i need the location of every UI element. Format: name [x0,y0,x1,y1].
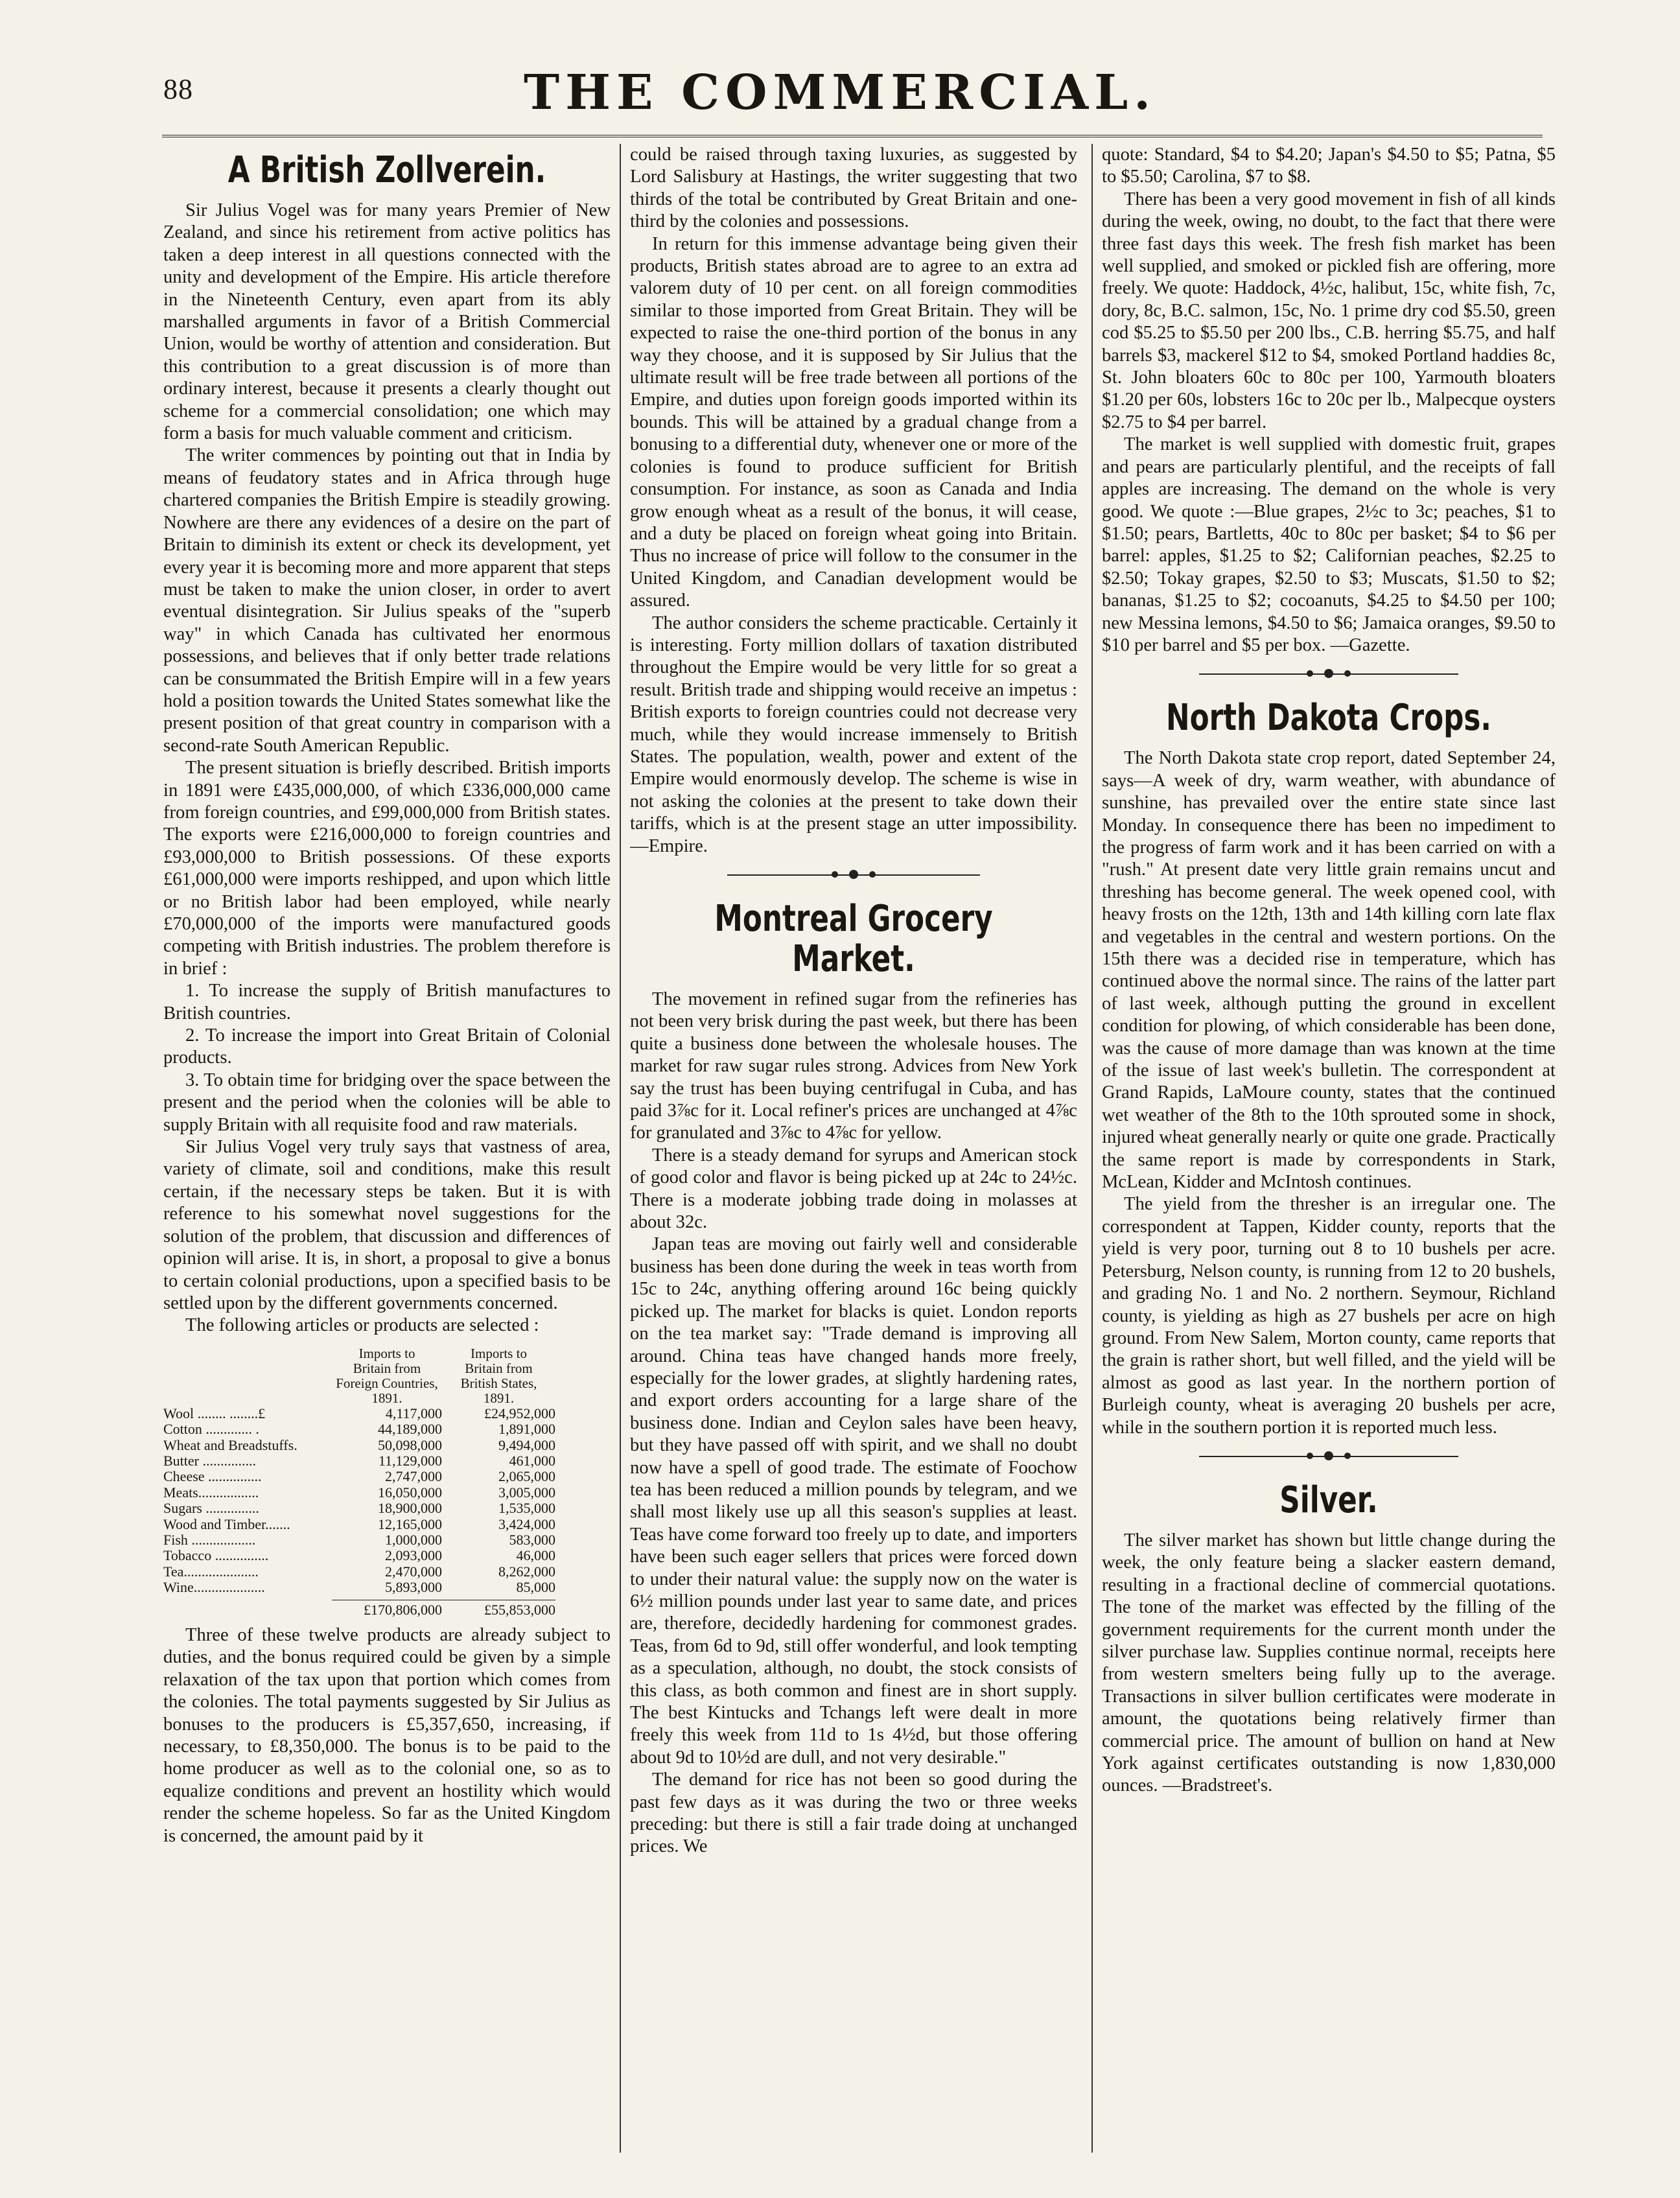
foreign-value: 5,893,000 [385,1579,442,1596]
british-value: 46,000 [516,1547,555,1564]
article-title-zollverein: A British Zollverein. [228,149,546,191]
paragraph: There is a steady demand for syrups and American stock of good color and flavor is being picked up at 24c to 24½c. There is a moderate jobbing trade doing in molasses at about 32c. [630,1145,1077,1233]
imports-table [163,1346,611,1618]
table-body [163,1406,611,1596]
british-value: 1,535,000 [498,1500,555,1517]
british-value: 3,424,000 [498,1515,555,1532]
foreign-value: 18,900,000 [378,1500,442,1517]
masthead: THE COMMERCIAL. [524,65,1156,121]
section-separator [1102,1439,1556,1474]
foreign-value: 44,189,000 [378,1421,442,1438]
foreign-value: 1,000,000 [385,1531,442,1548]
british-value: 1,891,000 [498,1421,555,1438]
page-number: 88 [163,73,193,105]
british-value: 2,065,000 [498,1468,555,1485]
header-rule [162,135,1543,137]
paragraph: There has been a very good movement in fish of all kinds during the week, owing, no doubt, to the fact that there were three fast days this week. The fresh fish market has been well supplied, and smoked or pickled fish are offering, more freely. We quote: Haddock, 4½c, halibut, 15c, white fish, 7c, dory, 8c, B.C. salmon, 15c, No. 1 prime dry cod $5.50, green cod $5.25 to $5.50 per 200 lbs., C.B. herring $5.75, and half barrels $3, mackerel $12 to $4, smoked Portland haddies 8c, St. John bloaters 60c to 80c per 100, Yarmouth bloaters $1.20 per 60s, lobsters 16c to 20c per lb., Malpecque oysters $2.75 to $4 per barrel. [1102,189,1556,432]
article-title-dakota: North Dakota Crops. [1166,697,1491,740]
british-value: £24,952,000 [484,1405,555,1421]
foreign-value: 11,129,000 [378,1452,442,1469]
paragraph: The North Dakota state crop report, dated September 24, says—A week of dry, warm weather, with abundance of sunshine, has prevailed over the entire state since last Monday. In consequence there has been no impediment to the progress of farm work and it has been carried on with a "rush." At present date very little grain remains uncut and threshing has become general. The week opened cool, with heavy frosts on the 12th, 13th and 14th killing corn late flax and vegetables in the central and western portions. On the 15th there was a decided rise in temperature, which has continued above the normal since. The rains of the latter part of last week, although putting the ground in excellent condition for plowing, of which considerable has been done, was the cause of more damage than was known at the time of the issue of last week's bulletin. The correspondent at Grand Rapids, LaMoure county, states that the continued wet weather of the 8th to the 10th sprouted some in shock, injured wheat generally nearly or quite one grade. Practically the same report is made by correspondents in Stark, McLean, Kidder and McIntosh continues. [1102,748,1556,1193]
product-name: Sugars ............... [163,1501,259,1517]
product-name: Wheat and Breadstuffs. [163,1437,298,1453]
product-name: Butter ............... [163,1453,256,1469]
paragraph: In return for this immense advantage being given their products, British states abroad are to agree to an extra ad valorem duty of 10 per cent. on all foreign commodities similar to those imported from Great Britain. They will be expected to raise the one-third portion of the bonus in any way they choose, and it is supposed by Sir Julius that the ultimate result will be free trade between all portions of the Empire, and duties upon foreign goods imported within its bounds. This will be attained by a gradual change from a bonusing to a differential duty, whenever one or more of the colonies is found to produce sufficient for British consumption. For instance, as soon as Canada and India grow enough wheat as a result of the bonus, it will cease, and a duty be placed on foreign wheat going into Britain. Thus no increase of price will follow to the consumer in the United Kingdom, and Canadian development would be assured. [630,233,1077,611]
british-value: 461,000 [509,1452,555,1469]
paragraph: The silver market has shown but little change during the week, the only feature being a slacker eastern demand, resulting in a fractional decline of commercial quotations. The tone of the market was effected by the filling of the government requirements for the current month under the silver purchase law. Supplies continue normal, receipts here from western smelters being fully up to the average. Transactions in silver bullion certificates were moderate in amount, the quotations being relatively firmer than commercial price. The amount of bullion on hand at New York against certificates outstanding is now 1,830,000 ounces. —Bradstreet's. [1102,1530,1556,1796]
product-name: Fish .................. [163,1532,256,1548]
product-name: Wine.................... [163,1580,265,1596]
paragraph: Sir Julius Vogel very truly says that vastness of area, variety of climate, soil and conditions, make this result certain, if the necessary steps be taken. But it is with reference to his somewhat novel suggestions for the solution of the problem, that discussion and differences of opinion will arise. It is, in short, a proposal to give a bonus to certain colonial productions, upon a specified basis to be settled upon by the different governments concerned. [163,1137,611,1313]
table-row [163,1485,611,1501]
product-name: Cheese ............... [163,1469,262,1485]
product-name: Wool ........ ........£ [163,1405,266,1421]
paragraph: Three of these twelve products are already subject to duties, and the bonus required could be given by a simple relaxation of the tax upon that portion which comes from the colonies. The total payments suggested by Sir Julius as bonuses to the producers is £5,357,650, increasing, if necessary, to £8,350,000. The bonus is to be paid to the home producer as well as to the colonial one, so as to equalize conditions and prevent an hostility which would render the scheme hopeless. So far as the United Kingdom is concerned, the amount paid by it [163,1625,611,1846]
paragraph: The yield from the thresher is an irregular one. The correspondent at Tappen, Kidder county, reports that the yield is very poor, turning out 8 to 10 bushels per acre. Petersburg, Nelson county, is running from 12 to 20 bushels, and grading No. 1 and No. 2 northern. Seymour, Richland county, is yielding as high as 27 bushels per acre on high ground. From New Salem, Morton county, came reports that the grain is rather short, but well filled, and the yield will be almost as good as last year. In the northern portion of Burleigh county, wheat is averaging 20 bushels per acre, while in the southern portion it is reported much less. [1102,1194,1556,1438]
table-row [163,1580,611,1595]
paragraph: could be raised through taxing luxuries, as suggested by Lord Salisbury at Hastings, the writer suggesting that two thirds of the total be contributed by Great Britain and one-third by the colonies and possessions. [630,145,1077,232]
product-name: Tobacco ............... [163,1548,269,1564]
table-row [163,1517,611,1532]
paragraph: Japan teas are moving out fairly well and considerable business has been done during the week in teas worth from 15c to 24c, anything offering around 16c being quickly picked up. The market for blacks is quiet. London reports on the tea market say: "Trade demand is improving all around. China teas have changed hands more freely, especially for the lower grades, at slightly hardening rates, and export orders accounting for a large share of the business done. Indian and Ceylon sales have been heavy, but they have passed off with spirit, and we shall no doubt now have a spell of good trade. The estimate of Foochow tea has been reduced a million pounds by telegram, and we shall most likely use up all this season's supplies at least. Teas have come forward too freely up to date, and importers have been such eager sellers that prices were forced down to under their natural value: the supply now on the water is 6½ million pounds under last year to same date, and prices are, therefore, decidedly hardening for commonest grades. Teas, from 6d to 9d, still offer wonderful, and look tempting as a speculation, although, no doubt, the stock consists of this class, as both common and finest are in short supply. The best Kintucks and Tchangs left were dealt in more freely this week from 11d to 1s 4½d, but those offering about 9d to 10½d are dull, and not very desirable." [630,1234,1077,1768]
article-title-silver: Silver. [1279,1479,1378,1521]
foreign-value: 2,747,000 [385,1468,442,1485]
list-item: 3. To obtain time for bridging over the space between the present and the period when the colonies will be able to supply Britain with all requisite food and raw materials. [163,1070,611,1135]
british-value: 9,494,000 [498,1436,555,1453]
table-row [163,1421,611,1437]
table-row [163,1532,611,1548]
foreign-value: 4,117,000 [385,1405,442,1421]
british-value: 3,005,000 [498,1484,555,1501]
paragraph: The movement in refined sugar from the refineries has not been very brisk during the past week, but there has been quite a business done between the wholesale houses. The market for raw sugar rules strong. Advices from New York say the trust has been buying centrifugal in Cuba, and has paid 3⅞c for it. Local refiner's prices are unchanged at 4⅞c for granulated and 3⅞c to 4⅞c for yellow. [630,989,1077,1143]
header-british: Imports to Britain from British States, 1891. [460,1345,537,1406]
table-row [163,1564,611,1580]
paragraph: The demand for rice has not been so good during the past few days as it was during the two or three weeks preceding: but there is still a fair trade doing at unchanged prices. We [630,1770,1077,1857]
list-item: 2. To increase the import into Great Britain of Colonial products. [163,1025,611,1068]
product-name: Tea..................... [163,1563,259,1580]
column-rule [1091,144,1093,2153]
table-row [163,1469,611,1484]
product-name: Wood and Timber....... [163,1516,290,1532]
foreign-value: 2,470,000 [385,1563,442,1580]
foreign-value: 12,165,000 [378,1515,442,1532]
column-rule [620,144,621,2153]
column-3 [1102,144,1556,2159]
paragraph: The author considers the scheme practicable. Certainly it is interesting. Forty million dollars of taxation distributed throughout the Empire would be very little for so great a result. British trade and shipping would receive an impetus : British exports to foreign countries could not decrease very much, while they would increase immensely to British States. The population, wealth, power and extent of the Empire would enormously develop. The scheme is wise in not asking the colonies at the present to take down their tariffs, which is at the present stage an utter impossibility. —Empire. [630,613,1077,856]
table-row [163,1438,611,1453]
table-row [163,1453,611,1469]
paragraph: quote: Standard, $4 to $4.20; Japan's $4.50 to $5; Patna, $5 to $5.50; Carolina, $7 to $8. [1102,145,1556,187]
table-row [163,1548,611,1563]
section-separator [1102,657,1556,692]
paragraph: The market is well supplied with domestic fruit, grapes and pears are particularly plentiful, and the receipts of fall apples are increasing. The demand on the whole is very good. We quote :—Blue grapes, 2½c to 3c; peaches, $1 to $1.50; pears, Bartletts, 40c to 80c per basket; $4 to $6 per barrel: apples, $1.25 to $2; Californian peaches, $2.25 to $2.50; Tokay grapes, $2.50 to $3; Muscats, $1.50 to $2; bananas, $1.25 to $2; cocoanuts, $4.25 to $4.50 per 100; new Messina lemons, $4.50 to $6; Jamaica oranges, $9.50 to $10 per barrel and $5 per box. —Gazette. [1102,434,1556,655]
table-header [163,1346,611,1406]
section-separator [630,858,1077,893]
product-name: Meats................. [163,1484,259,1501]
foreign-value: 2,093,000 [385,1547,442,1564]
paragraph: The present situation is briefly described. British imports in 1891 were £435,000,000, of which £336,000,000 came from foreign countries, and £99,000,000 from British states. The exports were £216,000,000 to foreign countries and £93,000,000 to British possessions. Of these exports £61,000,000 were imports reshipped, and upon which little or no British labor had been employed, while nearly £70,000,000 of the imports were manufactured goods competing with British industries. The problem therefore is in brief : [163,758,611,979]
product-name: Cotton ............. . [163,1421,259,1438]
article-title-grocery: Montreal Grocery Market. [714,898,993,980]
paragraph: Sir Julius Vogel was for many years Premier of New Zealand, and since his retirement from active politics has taken a deep interest in all questions connected with the unity and development of the Empire. His article therefore in the Nineteenth Century, even apart from its ably marshalled arguments in favor of a British Commercial Union, would be worthy of attention and consideration. But this contribution to a great discussion is of more than ordinary interest, because it presents a clearly thought out scheme for a commercial consolidation; one which may form a basis for much valuable comment and criticism. [163,200,611,444]
column-2 [630,144,1077,2159]
column-1 [163,144,611,2159]
total-british: £55,853,000 [442,1600,555,1618]
foreign-value: 50,098,000 [378,1436,442,1453]
table-row [163,1406,611,1421]
header-foreign: Imports to Britain from Foreign Countries, 1891. [336,1345,438,1406]
table-total-row [163,1600,611,1618]
british-value: 583,000 [509,1531,555,1548]
british-value: 85,000 [516,1579,555,1596]
paragraph: The following articles or products are selected : [185,1315,539,1336]
list-item: 1. To increase the supply of British manufactures to British countries. [163,981,611,1023]
british-value: 8,262,000 [498,1563,555,1580]
foreign-value: 16,050,000 [378,1484,442,1501]
paragraph: The writer commences by pointing out that in India by means of feudatory states and in Africa through huge chartered companies the British Empire is steadily growing. Nowhere are there any evidences of a desire on the part of Britain to diminish its extent or check its development, yet every year it is becoming more and more apparent that steps must be taken to make the union closer, in order to avert eventual disintegration. Sir Julius speaks of the "superb way" in which Canada has cultivated her enormous possessions, and believes that if only better trade relations can be consummated the British Empire will in a few years hold a position towards the United States somewhat like the present position of that great country in comparison with a second-rate South American Republic. [163,445,611,756]
total-foreign: £170,806,000 [332,1600,442,1618]
table-row [163,1501,611,1516]
